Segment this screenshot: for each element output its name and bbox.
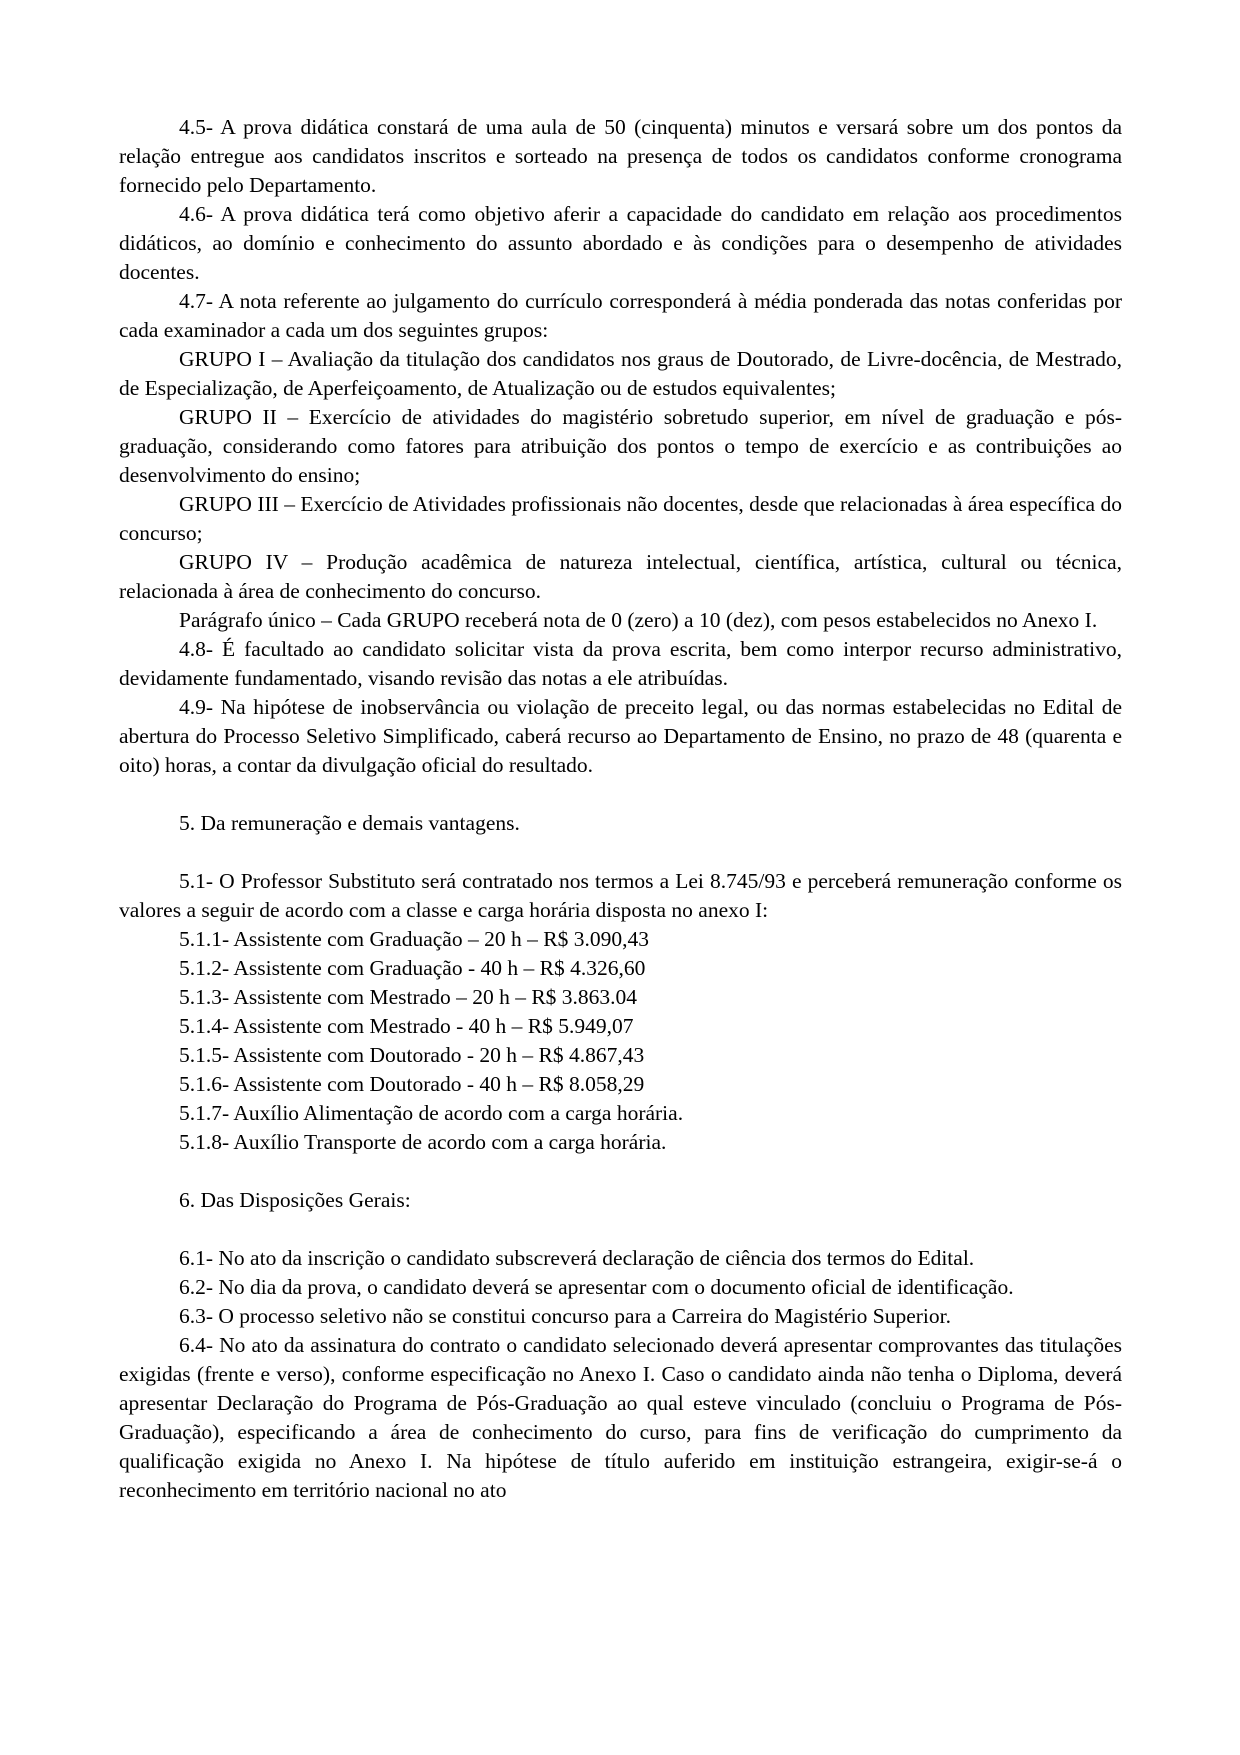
remuneration-item: 5.1.7- Auxílio Alimentação de acordo com a carga horária.	[179, 1101, 684, 1125]
remuneration-item: 5.1.4- Assistente com Mestrado - 40 h – R$ 5.949,07	[179, 1014, 634, 1038]
paragraph-6-3: 6.3- O processo seletivo não se constitui concurso para a Carreira do Magistério Superior.	[179, 1304, 951, 1328]
spacer	[119, 838, 1122, 867]
remuneration-item: 5.1.3- Assistente com Mestrado – 20 h – R$ 3.863.04	[179, 985, 638, 1009]
remuneration-item: 5.1.1- Assistente com Graduação – 20 h – R$ 3.090,43	[179, 927, 649, 951]
paragraph-unico: Parágrafo único – Cada GRUPO receberá nota de 0 (zero) a 10 (dez), com pesos estabelecidos no Anexo I.	[179, 608, 1098, 632]
paragraph-4-6: 4.6- A prova didática terá como objetivo aferir a capacidade do candidato em relação aos procedimentos didáticos, ao domínio e conhecimento do assunto abordado e às condições para o desempenho de atividades docentes.	[119, 202, 1122, 284]
document-page	[119, 113, 1122, 1505]
paragraph-5-1: 5.1- O Professor Substituto será contratado nos termos a Lei 8.745/93 e perceberá remuneração conforme os valores a seguir de acordo com a classe e carga horária disposta no anexo I:	[119, 869, 1122, 922]
spacer	[119, 1215, 1122, 1244]
paragraph-4-7: 4.7- A nota referente ao julgamento do currículo corresponderá à média ponderada das notas conferidas por cada examinador a cada um dos seguintes grupos:	[119, 289, 1122, 342]
remuneration-item: 5.1.8- Auxílio Transporte de acordo com a carga horária.	[179, 1130, 667, 1154]
paragraph-4-8: 4.8- É facultado ao candidato solicitar vista da prova escrita, bem como interpor recurso administrativo, devidamente fundamentado, visando revisão das notas a ele atribuídas.	[119, 637, 1122, 690]
paragraph-grupo-2: GRUPO II – Exercício de atividades do magistério sobretudo superior, em nível de graduação e pós-graduação, considerando como fatores para atribuição dos pontos o tempo de exercício e as contribuições ao desenvolvimento do ensino;	[119, 405, 1122, 487]
paragraph-6-1: 6.1- No ato da inscrição o candidato subscreverá declaração de ciência dos termos do Edital.	[179, 1246, 975, 1270]
paragraph-6-4: 6.4- No ato da assinatura do contrato o candidato selecionado deverá apresentar comprovantes das titulações exigidas (frente e verso), conforme especificação no Anexo I. Caso o candidato ainda não tenha o Diploma, deverá apresentar Declaração do Programa de Pós-Graduação ao qual esteve vinculado (concluiu o Programa de Pós-Graduação), especificando a área de conhecimento do curso, para fins de verificação do cumprimento da qualificação exigida no Anexo I. Na hipótese de título auferido em instituição estrangeira, exigir-se-á o reconhecimento em território nacional no ato	[119, 1333, 1122, 1502]
section-6-heading: 6. Das Disposições Gerais:	[179, 1188, 411, 1212]
remuneration-item: 5.1.5- Assistente com Doutorado - 20 h – R$ 4.867,43	[179, 1043, 645, 1067]
paragraph-grupo-3: GRUPO III – Exercício de Atividades profissionais não docentes, desde que relacionadas à área específica do concurso;	[119, 492, 1122, 545]
remuneration-item: 5.1.6- Assistente com Doutorado - 40 h – R$ 8.058,29	[179, 1072, 645, 1096]
section-5-heading: 5. Da remuneração e demais vantagens.	[179, 811, 520, 835]
paragraph-grupo-4: GRUPO IV – Produção acadêmica de natureza intelectual, científica, artística, cultural ou técnica, relacionada à área de conhecimento do concurso.	[119, 550, 1122, 603]
paragraph-4-9: 4.9- Na hipótese de inobservância ou violação de preceito legal, ou das normas estabelecidas no Edital de abertura do Processo Seletivo Simplificado, caberá recurso ao Departamento de Ensino, no prazo de 48 (quarenta e oito) horas, a contar da divulgação oficial do resultado.	[119, 695, 1122, 777]
spacer	[119, 780, 1122, 809]
remuneration-item: 5.1.2- Assistente com Graduação - 40 h – R$ 4.326,60	[179, 956, 646, 980]
paragraph-6-2: 6.2- No dia da prova, o candidato deverá se apresentar com o documento oficial de identificação.	[179, 1275, 1014, 1299]
spacer	[119, 1157, 1122, 1186]
paragraph-grupo-1: GRUPO I – Avaliação da titulação dos candidatos nos graus de Doutorado, de Livre-docência, de Mestrado, de Especialização, de Aperfeiçoamento, de Atualização ou de estudos equivalentes;	[119, 347, 1122, 400]
paragraph-4-5: 4.5- A prova didática constará de uma aula de 50 (cinquenta) minutos e versará sobre um dos pontos da relação entregue aos candidatos inscritos e sorteado na presença de todos os candidatos conforme cronograma fornecido pelo Departamento.	[119, 115, 1122, 197]
